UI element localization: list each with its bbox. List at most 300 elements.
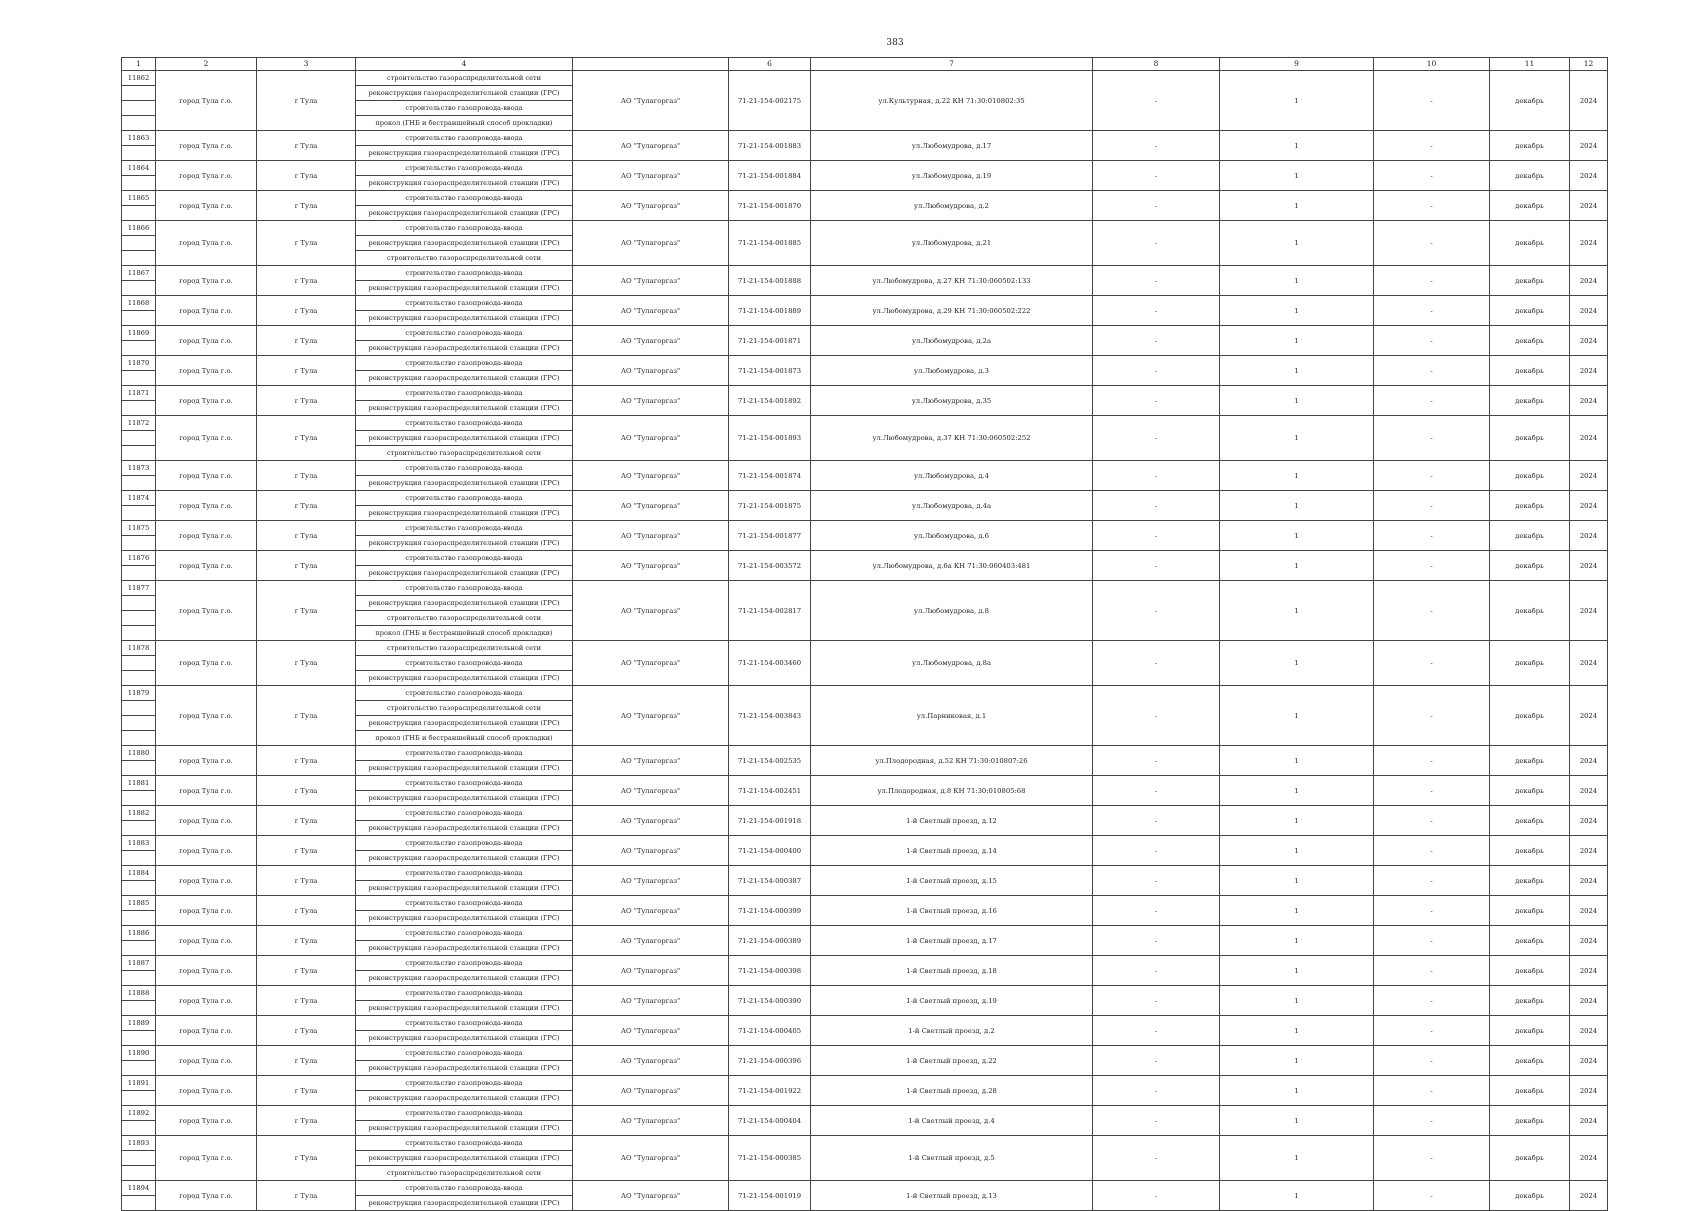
quantity-cell: 1	[1220, 1106, 1374, 1136]
row-number: 11883	[122, 836, 156, 851]
row-number-blank	[122, 431, 156, 446]
company-cell: АО "Тулагоргаз"	[573, 461, 729, 491]
work-type-cell: строительство газопровода-ввода	[356, 101, 573, 116]
locality-cell: г Тула	[257, 581, 356, 641]
company-cell: АО "Тулагоргаз"	[573, 686, 729, 746]
work-type-cell: реконструкция газораспределительной станции (ГРС)	[356, 86, 573, 101]
year-cell: 2024	[1570, 221, 1608, 266]
work-type-cell: реконструкция газораспределительной станции (ГРС)	[356, 371, 573, 386]
work-type-cell: строительство газопровода-ввода	[356, 296, 573, 311]
row-number: 11863	[122, 131, 156, 146]
code-cell: 71-21-154-001918	[729, 806, 811, 836]
quantity-cell: 1	[1220, 1181, 1374, 1211]
work-type-cell: строительство газопровода-ввода	[356, 356, 573, 371]
address-cell: ул.Любомудрова, д.4а	[811, 491, 1093, 521]
month-cell: декабрь	[1490, 1106, 1570, 1136]
row-number-blank	[122, 86, 156, 101]
row-number-blank	[122, 341, 156, 356]
header-cell: 1	[122, 58, 156, 71]
municipality-cell: город Тула г.о.	[156, 986, 257, 1016]
work-type-cell: реконструкция газораспределительной станции (ГРС)	[356, 1001, 573, 1016]
year-cell: 2024	[1570, 956, 1608, 986]
col8-cell: -	[1093, 776, 1220, 806]
col8-cell: -	[1093, 356, 1220, 386]
code-cell: 71-21-154-001919	[729, 1181, 811, 1211]
month-cell: декабрь	[1490, 866, 1570, 896]
work-type-cell: реконструкция газораспределительной станции (ГРС)	[356, 881, 573, 896]
work-type-cell: строительство газопровода-ввода	[356, 746, 573, 761]
col10-cell: -	[1374, 686, 1490, 746]
locality-cell: г Тула	[257, 956, 356, 986]
quantity-cell: 1	[1220, 551, 1374, 581]
year-cell: 2024	[1570, 986, 1608, 1016]
work-type-cell: реконструкция газораспределительной станции (ГРС)	[356, 206, 573, 221]
row-number-blank	[122, 446, 156, 461]
row-number-blank	[122, 371, 156, 386]
table-row	[122, 551, 1608, 566]
municipality-cell: город Тула г.о.	[156, 1136, 257, 1181]
work-type-cell: строительство газопровода-ввода	[356, 686, 573, 701]
month-cell: декабрь	[1490, 296, 1570, 326]
municipality-cell: город Тула г.о.	[156, 1106, 257, 1136]
company-cell: АО "Тулагоргаз"	[573, 806, 729, 836]
header-cell: 8	[1093, 58, 1220, 71]
company-cell: АО "Тулагоргаз"	[573, 266, 729, 296]
work-type-cell: реконструкция газораспределительной станции (ГРС)	[356, 941, 573, 956]
col8-cell: -	[1093, 461, 1220, 491]
code-cell: 71-21-154-003460	[729, 641, 811, 686]
row-number: 11875	[122, 521, 156, 536]
company-cell: АО "Тулагоргаз"	[573, 896, 729, 926]
year-cell: 2024	[1570, 461, 1608, 491]
col10-cell: -	[1374, 1106, 1490, 1136]
year-cell: 2024	[1570, 491, 1608, 521]
code-cell: 71-21-154-002535	[729, 746, 811, 776]
quantity-cell: 1	[1220, 386, 1374, 416]
address-cell: ул.Плодородная, д.52 КН 71:30:010807:26	[811, 746, 1093, 776]
table-row	[122, 1106, 1608, 1121]
address-cell: ул.Любомудрова, д.6	[811, 521, 1093, 551]
code-cell: 71-21-154-001922	[729, 1076, 811, 1106]
code-cell: 71-21-154-001873	[729, 356, 811, 386]
table-row	[122, 956, 1608, 971]
quantity-cell: 1	[1220, 581, 1374, 641]
address-cell: 1-й Светлый проезд, д.15	[811, 866, 1093, 896]
work-type-cell: реконструкция газораспределительной станции (ГРС)	[356, 671, 573, 686]
row-number-blank	[122, 611, 156, 626]
work-type-cell: реконструкция газораспределительной станции (ГРС)	[356, 1031, 573, 1046]
row-number-blank	[122, 761, 156, 776]
year-cell: 2024	[1570, 746, 1608, 776]
work-type-cell: строительство газопровода-ввода	[356, 266, 573, 281]
table-row	[122, 746, 1608, 761]
month-cell: декабрь	[1490, 551, 1570, 581]
address-cell: 1-й Светлый проезд, д.16	[811, 896, 1093, 926]
address-cell: ул.Любомудрова, д.3	[811, 356, 1093, 386]
code-cell: 71-21-154-003843	[729, 686, 811, 746]
locality-cell: г Тула	[257, 131, 356, 161]
row-number: 11889	[122, 1016, 156, 1031]
row-number-blank	[122, 716, 156, 731]
locality-cell: г Тула	[257, 686, 356, 746]
work-type-cell: строительство газопровода-ввода	[356, 161, 573, 176]
code-cell: 71-21-154-002817	[729, 581, 811, 641]
month-cell: декабрь	[1490, 1136, 1570, 1181]
row-number-blank	[122, 596, 156, 611]
row-number: 11862	[122, 71, 156, 86]
year-cell: 2024	[1570, 1106, 1608, 1136]
address-cell: 1-й Светлый проезд, д.2	[811, 1016, 1093, 1046]
company-cell: АО "Тулагоргаз"	[573, 641, 729, 686]
month-cell: декабрь	[1490, 521, 1570, 551]
company-cell: АО "Тулагоргаз"	[573, 1181, 729, 1211]
col8-cell: -	[1093, 836, 1220, 866]
quantity-cell: 1	[1220, 131, 1374, 161]
work-type-cell: строительство газопровода-ввода	[356, 776, 573, 791]
municipality-cell: город Тула г.о.	[156, 836, 257, 866]
work-type-cell: строительство газораспределительной сети	[356, 641, 573, 656]
col10-cell: -	[1374, 581, 1490, 641]
code-cell: 71-21-154-001877	[729, 521, 811, 551]
col10-cell: -	[1374, 926, 1490, 956]
col8-cell: -	[1093, 1016, 1220, 1046]
locality-cell: г Тула	[257, 1016, 356, 1046]
code-cell: 71-21-154-000399	[729, 896, 811, 926]
quantity-cell: 1	[1220, 866, 1374, 896]
month-cell: декабрь	[1490, 221, 1570, 266]
quantity-cell: 1	[1220, 1046, 1374, 1076]
municipality-cell: город Тула г.о.	[156, 1181, 257, 1211]
work-type-cell: строительство газопровода-ввода	[356, 896, 573, 911]
col8-cell: -	[1093, 551, 1220, 581]
year-cell: 2024	[1570, 1136, 1608, 1181]
quantity-cell: 1	[1220, 461, 1374, 491]
company-cell: АО "Тулагоргаз"	[573, 326, 729, 356]
col10-cell: -	[1374, 266, 1490, 296]
row-number: 11891	[122, 1076, 156, 1091]
work-type-cell: строительство газопровода-ввода	[356, 1046, 573, 1061]
month-cell: декабрь	[1490, 491, 1570, 521]
quantity-cell: 1	[1220, 491, 1374, 521]
company-cell: АО "Тулагоргаз"	[573, 1136, 729, 1181]
col10-cell: -	[1374, 1016, 1490, 1046]
address-cell: ул.Любомудрова, д.2а	[811, 326, 1093, 356]
row-number-blank	[122, 1091, 156, 1106]
work-type-cell: реконструкция газораспределительной станции (ГРС)	[356, 911, 573, 926]
work-type-cell: прокол (ГНБ и бестраншейный способ прокладки)	[356, 116, 573, 131]
row-number-blank	[122, 476, 156, 491]
address-cell: 1-й Светлый проезд, д.5	[811, 1136, 1093, 1181]
row-number-blank	[122, 1196, 156, 1211]
col10-cell: -	[1374, 386, 1490, 416]
company-cell: АО "Тулагоргаз"	[573, 1016, 729, 1046]
col8-cell: -	[1093, 581, 1220, 641]
locality-cell: г Тула	[257, 551, 356, 581]
company-cell: АО "Тулагоргаз"	[573, 131, 729, 161]
municipality-cell: город Тула г.о.	[156, 1046, 257, 1076]
row-number-blank	[122, 821, 156, 836]
work-type-cell: строительство газораспределительной сети	[356, 611, 573, 626]
locality-cell: г Тула	[257, 416, 356, 461]
col8-cell: -	[1093, 986, 1220, 1016]
work-type-cell: реконструкция газораспределительной станции (ГРС)	[356, 236, 573, 251]
work-type-cell: прокол (ГНБ и бестраншейный способ прокладки)	[356, 626, 573, 641]
col10-cell: -	[1374, 1046, 1490, 1076]
row-number-blank	[122, 251, 156, 266]
work-type-cell: строительство газопровода-ввода	[356, 191, 573, 206]
col8-cell: -	[1093, 491, 1220, 521]
col8-cell: -	[1093, 866, 1220, 896]
header-cell: 10	[1374, 58, 1490, 71]
locality-cell: г Тула	[257, 836, 356, 866]
company-cell: АО "Тулагоргаз"	[573, 836, 729, 866]
row-number-blank	[122, 1166, 156, 1181]
row-number-blank	[122, 731, 156, 746]
row-number: 11887	[122, 956, 156, 971]
col8-cell: -	[1093, 326, 1220, 356]
quantity-cell: 1	[1220, 896, 1374, 926]
table-row	[122, 266, 1608, 281]
municipality-cell: город Тула г.о.	[156, 896, 257, 926]
year-cell: 2024	[1570, 296, 1608, 326]
code-cell: 71-21-154-001892	[729, 386, 811, 416]
month-cell: декабрь	[1490, 896, 1570, 926]
work-type-cell: строительство газораспределительной сети	[356, 701, 573, 716]
year-cell: 2024	[1570, 521, 1608, 551]
month-cell: декабрь	[1490, 776, 1570, 806]
work-type-cell: реконструкция газораспределительной станции (ГРС)	[356, 716, 573, 731]
header-cell: 2	[156, 58, 257, 71]
quantity-cell: 1	[1220, 191, 1374, 221]
year-cell: 2024	[1570, 191, 1608, 221]
work-type-cell: строительство газопровода-ввода	[356, 386, 573, 401]
quantity-cell: 1	[1220, 221, 1374, 266]
work-type-cell: строительство газопровода-ввода	[356, 461, 573, 476]
company-cell: АО "Тулагоргаз"	[573, 1106, 729, 1136]
table-row	[122, 131, 1608, 146]
table-row	[122, 686, 1608, 701]
col8-cell: -	[1093, 161, 1220, 191]
row-number-blank	[122, 791, 156, 806]
col8-cell: -	[1093, 296, 1220, 326]
col10-cell: -	[1374, 866, 1490, 896]
address-cell: ул.Любомудрова, д.27 КН 71:30:060502:133	[811, 266, 1093, 296]
col10-cell: -	[1374, 161, 1490, 191]
row-number-blank	[122, 881, 156, 896]
municipality-cell: город Тула г.о.	[156, 296, 257, 326]
address-cell: ул.Любомудрова, д.35	[811, 386, 1093, 416]
municipality-cell: город Тула г.о.	[156, 191, 257, 221]
quantity-cell: 1	[1220, 776, 1374, 806]
month-cell: декабрь	[1490, 641, 1570, 686]
col10-cell: -	[1374, 461, 1490, 491]
month-cell: декабрь	[1490, 926, 1570, 956]
code-cell: 71-21-154-002175	[729, 71, 811, 131]
row-number-blank	[122, 311, 156, 326]
col8-cell: -	[1093, 1106, 1220, 1136]
code-cell: 71-21-154-000404	[729, 1106, 811, 1136]
table-row	[122, 1181, 1608, 1196]
company-cell: АО "Тулагоргаз"	[573, 71, 729, 131]
municipality-cell: город Тула г.о.	[156, 551, 257, 581]
row-number: 11873	[122, 461, 156, 476]
quantity-cell: 1	[1220, 836, 1374, 866]
row-number-blank	[122, 146, 156, 161]
work-type-cell: реконструкция газораспределительной станции (ГРС)	[356, 971, 573, 986]
work-type-cell: реконструкция газораспределительной станции (ГРС)	[356, 596, 573, 611]
municipality-cell: город Тула г.о.	[156, 356, 257, 386]
locality-cell: г Тула	[257, 491, 356, 521]
year-cell: 2024	[1570, 386, 1608, 416]
address-cell: ул.Любомудрова, д.2	[811, 191, 1093, 221]
col10-cell: -	[1374, 191, 1490, 221]
work-type-cell: строительство газопровода-ввода	[356, 1016, 573, 1031]
work-type-cell: реконструкция газораспределительной станции (ГРС)	[356, 341, 573, 356]
header-cell: 12	[1570, 58, 1608, 71]
quantity-cell: 1	[1220, 806, 1374, 836]
work-type-cell: реконструкция газораспределительной станции (ГРС)	[356, 761, 573, 776]
col10-cell: -	[1374, 776, 1490, 806]
code-cell: 71-21-154-001874	[729, 461, 811, 491]
table-row	[122, 461, 1608, 476]
row-number-blank	[122, 536, 156, 551]
municipality-cell: город Тула г.о.	[156, 71, 257, 131]
work-type-cell: реконструкция газораспределительной станции (ГРС)	[356, 1196, 573, 1211]
work-type-cell: строительство газопровода-ввода	[356, 926, 573, 941]
work-type-cell: реконструкция газораспределительной станции (ГРС)	[356, 401, 573, 416]
work-type-cell: строительство газопровода-ввода	[356, 1106, 573, 1121]
row-number: 11888	[122, 986, 156, 1001]
work-type-cell: строительство газораспределительной сети	[356, 251, 573, 266]
quantity-cell: 1	[1220, 746, 1374, 776]
quantity-cell: 1	[1220, 1136, 1374, 1181]
col8-cell: -	[1093, 386, 1220, 416]
header-cell: 9	[1220, 58, 1374, 71]
work-type-cell: строительство газопровода-ввода	[356, 521, 573, 536]
locality-cell: г Тула	[257, 1046, 356, 1076]
month-cell: декабрь	[1490, 416, 1570, 461]
month-cell: декабрь	[1490, 746, 1570, 776]
municipality-cell: город Тула г.о.	[156, 686, 257, 746]
month-cell: декабрь	[1490, 266, 1570, 296]
row-number: 11867	[122, 266, 156, 281]
locality-cell: г Тула	[257, 896, 356, 926]
work-type-cell: строительство газопровода-ввода	[356, 326, 573, 341]
row-number: 11864	[122, 161, 156, 176]
municipality-cell: город Тула г.о.	[156, 866, 257, 896]
code-cell: 71-21-154-001875	[729, 491, 811, 521]
year-cell: 2024	[1570, 896, 1608, 926]
municipality-cell: город Тула г.о.	[156, 386, 257, 416]
col10-cell: -	[1374, 956, 1490, 986]
header-cell	[573, 58, 729, 71]
row-number: 11876	[122, 551, 156, 566]
row-number: 11866	[122, 221, 156, 236]
code-cell: 71-21-154-001885	[729, 221, 811, 266]
row-number-blank	[122, 671, 156, 686]
row-number-blank	[122, 101, 156, 116]
quantity-cell: 1	[1220, 641, 1374, 686]
code-cell: 71-21-154-000387	[729, 866, 811, 896]
row-number: 11886	[122, 926, 156, 941]
company-cell: АО "Тулагоргаз"	[573, 356, 729, 386]
code-cell: 71-21-154-000400	[729, 836, 811, 866]
company-cell: АО "Тулагоргаз"	[573, 1076, 729, 1106]
col8-cell: -	[1093, 1136, 1220, 1181]
quantity-cell: 1	[1220, 686, 1374, 746]
municipality-cell: город Тула г.о.	[156, 1076, 257, 1106]
locality-cell: г Тула	[257, 1106, 356, 1136]
month-cell: декабрь	[1490, 1181, 1570, 1211]
municipality-cell: город Тула г.о.	[156, 806, 257, 836]
address-cell: ул.Культурная, д.22 КН 71:30:010802:35	[811, 71, 1093, 131]
work-type-cell: прокол (ГНБ и бестраншейный способ прокладки)	[356, 731, 573, 746]
work-type-cell: строительство газопровода-ввода	[356, 581, 573, 596]
col8-cell: -	[1093, 1046, 1220, 1076]
table-row	[122, 161, 1608, 176]
row-number: 11894	[122, 1181, 156, 1196]
table-row	[122, 491, 1608, 506]
month-cell: декабрь	[1490, 191, 1570, 221]
locality-cell: г Тула	[257, 266, 356, 296]
address-cell: ул.Любомудрова, д.4	[811, 461, 1093, 491]
col10-cell: -	[1374, 896, 1490, 926]
company-cell: АО "Тулагоргаз"	[573, 926, 729, 956]
work-type-cell: строительство газораспределительной сети	[356, 446, 573, 461]
municipality-cell: город Тула г.о.	[156, 581, 257, 641]
year-cell: 2024	[1570, 1046, 1608, 1076]
row-number: 11874	[122, 491, 156, 506]
col8-cell: -	[1093, 266, 1220, 296]
month-cell: декабрь	[1490, 1016, 1570, 1046]
row-number-blank	[122, 851, 156, 866]
work-type-cell: реконструкция газораспределительной станции (ГРС)	[356, 851, 573, 866]
month-cell: декабрь	[1490, 131, 1570, 161]
company-cell: АО "Тулагоргаз"	[573, 986, 729, 1016]
code-cell: 71-21-154-002451	[729, 776, 811, 806]
locality-cell: г Тула	[257, 356, 356, 386]
table-row	[122, 326, 1608, 341]
table-row	[122, 806, 1608, 821]
work-type-cell: строительство газораспределительной сети	[356, 1166, 573, 1181]
row-number: 11870	[122, 356, 156, 371]
municipality-cell: город Тула г.о.	[156, 161, 257, 191]
locality-cell: г Тула	[257, 461, 356, 491]
table-row	[122, 836, 1608, 851]
work-type-cell: строительство газопровода-ввода	[356, 1076, 573, 1091]
address-cell: 1-й Светлый проезд, д.13	[811, 1181, 1093, 1211]
year-cell: 2024	[1570, 551, 1608, 581]
col10-cell: -	[1374, 221, 1490, 266]
company-cell: АО "Тулагоргаз"	[573, 1046, 729, 1076]
row-number-blank	[122, 941, 156, 956]
quantity-cell: 1	[1220, 926, 1374, 956]
table-row	[122, 866, 1608, 881]
table-row	[122, 1016, 1608, 1031]
locality-cell: г Тула	[257, 221, 356, 266]
row-number-blank	[122, 1001, 156, 1016]
work-type-cell: строительство газопровода-ввода	[356, 986, 573, 1001]
locality-cell: г Тула	[257, 641, 356, 686]
quantity-cell: 1	[1220, 326, 1374, 356]
company-cell: АО "Тулагоргаз"	[573, 776, 729, 806]
company-cell: АО "Тулагоргаз"	[573, 296, 729, 326]
col10-cell: -	[1374, 416, 1490, 461]
row-number: 11892	[122, 1106, 156, 1121]
row-number-blank	[122, 1151, 156, 1166]
table-row	[122, 986, 1608, 1001]
work-type-cell: реконструкция газораспределительной станции (ГРС)	[356, 536, 573, 551]
